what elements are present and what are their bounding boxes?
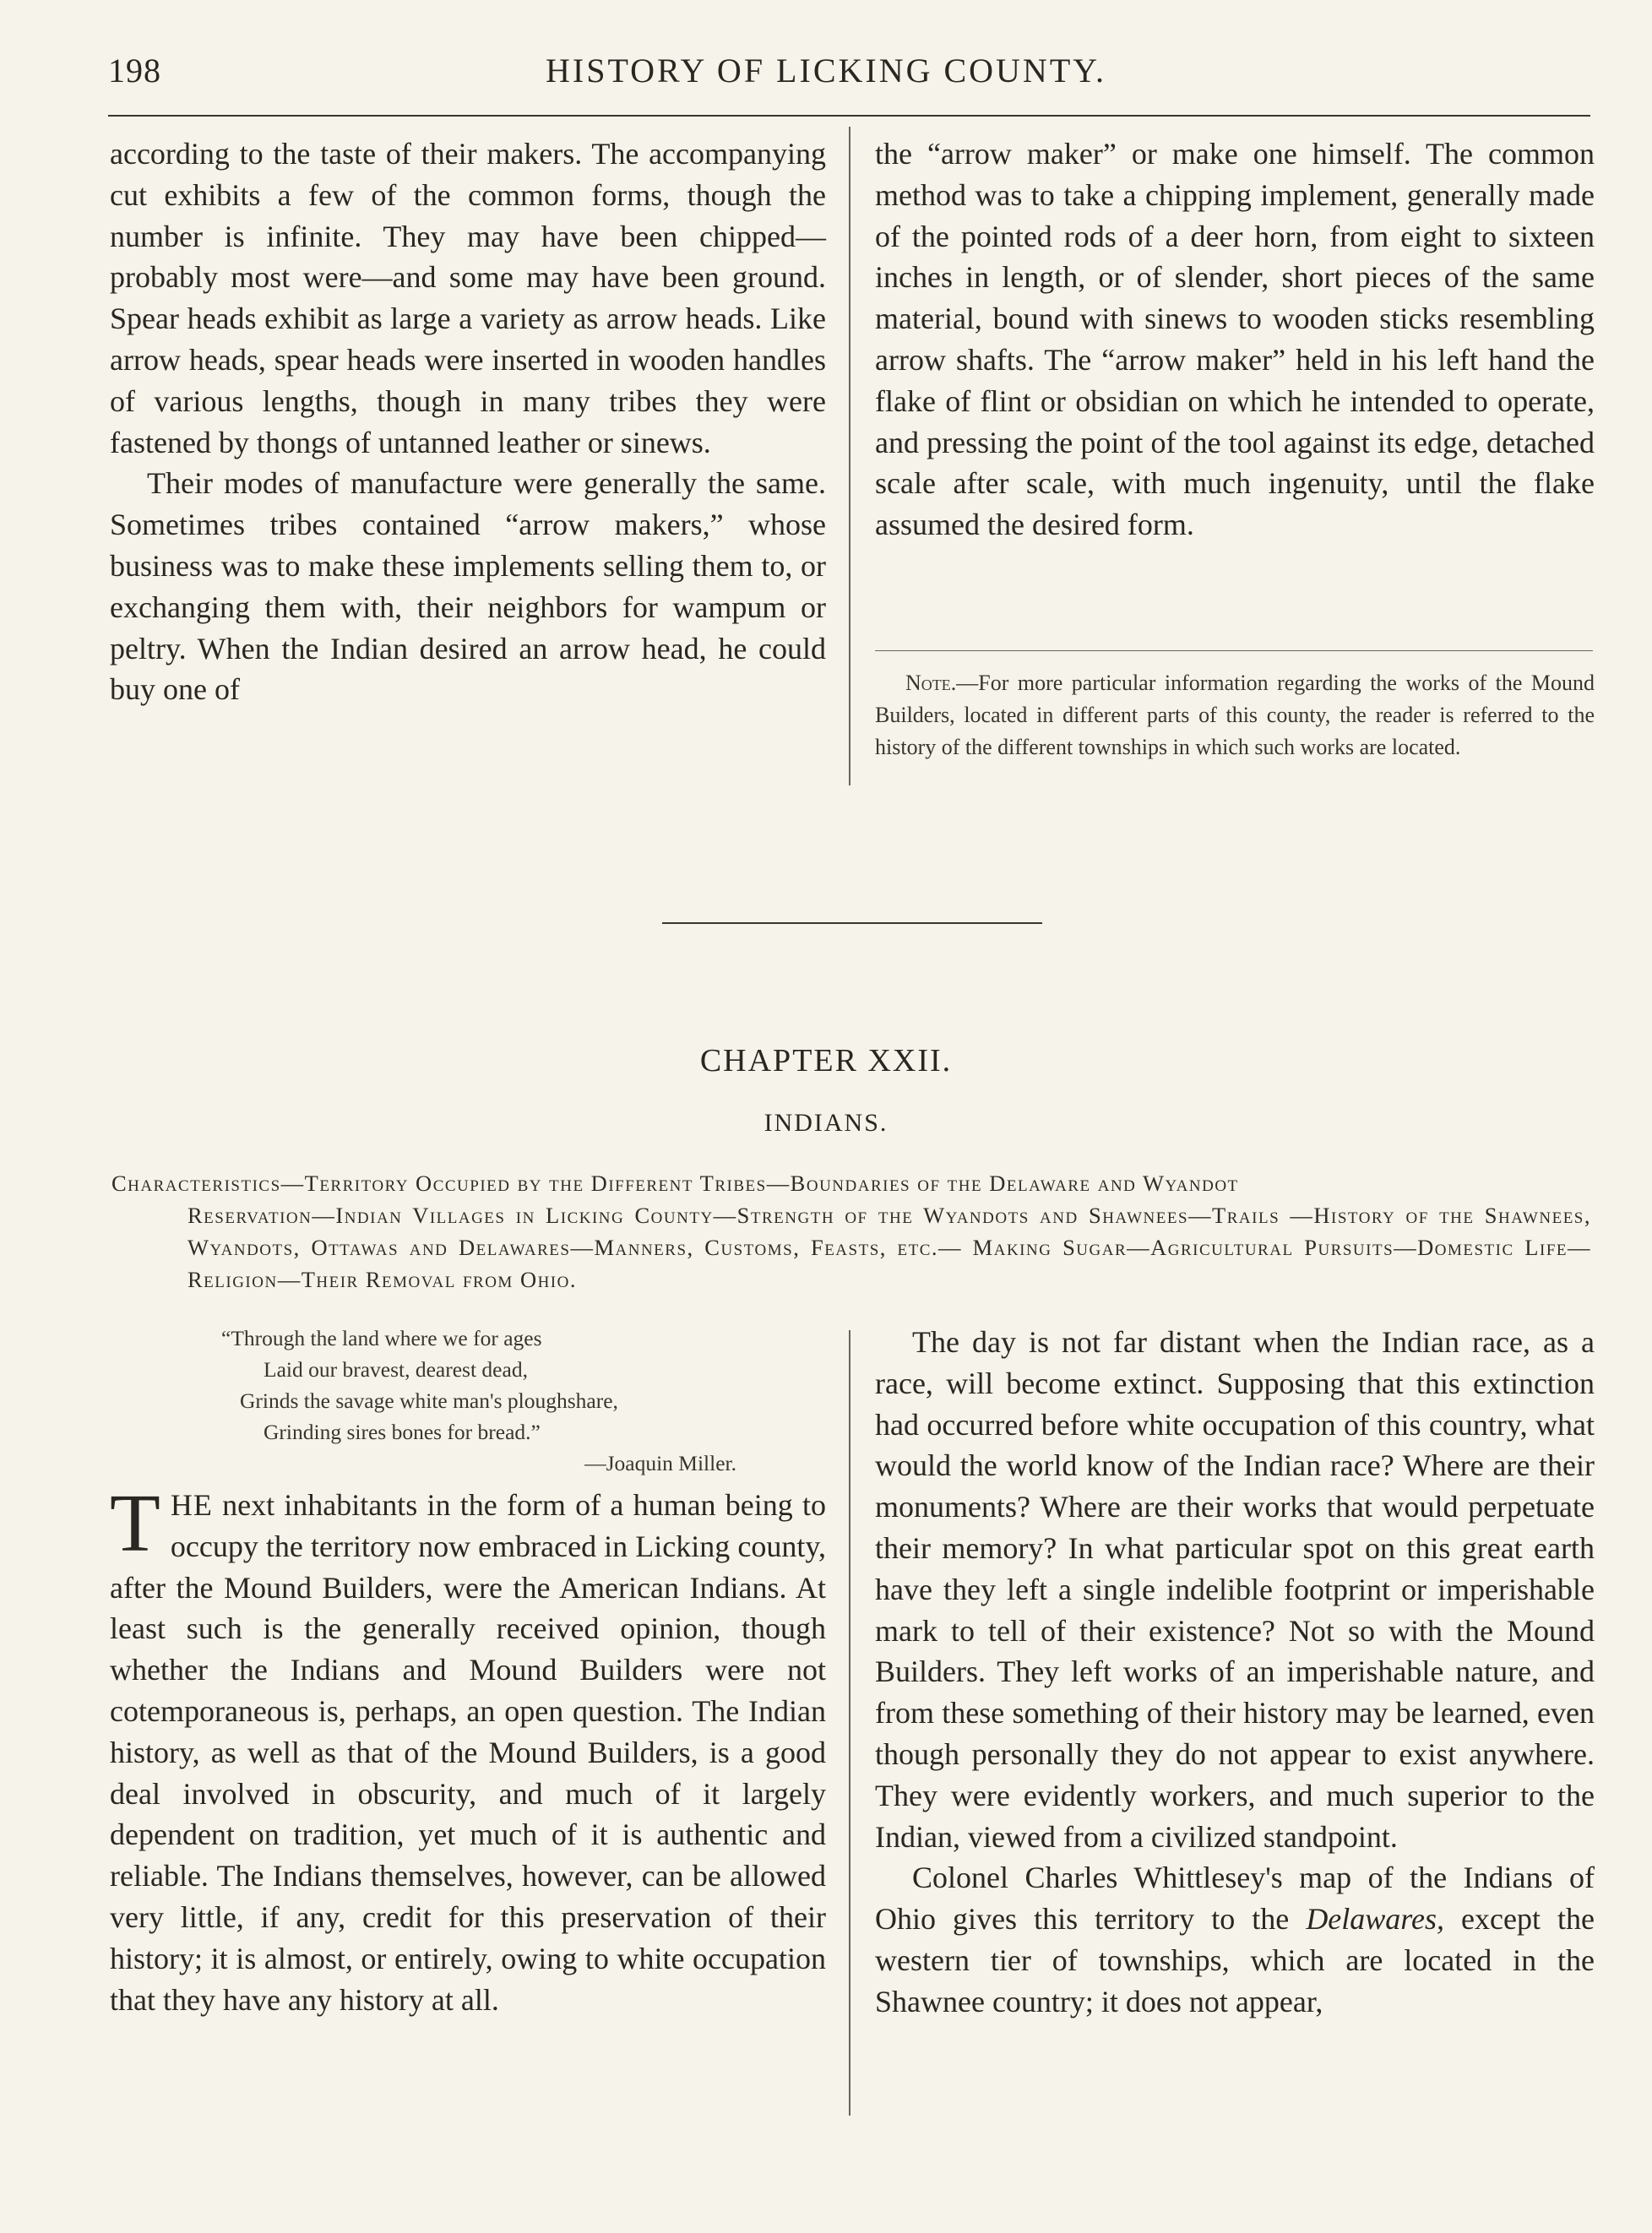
chapter-rule	[662, 922, 1042, 924]
epigraph-line: Laid our bravest, dearest dead,	[264, 1357, 528, 1382]
paragraph: The day is not far distant when the Indian race, as a race, will become extinct. Supposing that this extinction had occurred before white occupation of this country, what would the world know of the Indian race? Where are their monuments? Where are their works that would perpetuate their memory? In what particular spot on this great earth have they left a single indelible footprint or imperishable mark to tell of their existence? Not so with the Mound Builders. They left works of an imperishable nature, and from these something of their history may be learned, even though personally they do not appear to exist anywhere. They were evidently workers, and much superior to the Indian, viewed from a civilized standpoint.	[875, 1325, 1595, 1854]
paragraph	[875, 1857, 1595, 2022]
footnote	[875, 667, 1595, 763]
epigraph-line: Grinds the savage white man's ploughshare,	[240, 1388, 618, 1413]
footnote-label: Note.	[905, 671, 957, 695]
paragraph: Their modes of manufacture were generally the same. Sometimes tribes contained “arrow makers,” whose business was to make these implements selling them to, or exchanging them with, their neighbors for wampum or peltry. When the Indian desired an arrow head, he could buy one of	[110, 466, 826, 707]
epigraph	[221, 1323, 762, 1479]
drop-cap: T	[110, 1478, 160, 1569]
epigraph-attribution: —Joaquin Miller.	[584, 1451, 736, 1475]
footnote-rule	[875, 650, 1593, 651]
bottom-right-column	[875, 1322, 1595, 2023]
running-title: HISTORY OF LICKING COUNTY.	[546, 52, 1106, 90]
epigraph-line: Grinding sires bones for bread.”	[264, 1420, 541, 1444]
lead-caps: HE	[170, 1488, 213, 1522]
running-head	[0, 51, 1652, 101]
epigraph-line: “Through the land where we for ages	[221, 1326, 542, 1350]
emphasis: Delawares,	[1306, 1902, 1444, 1937]
paragraph: according to the taste of their makers. The accompanying cut exhibits a few of the common forms, though the number is infinite. They may have been chipped—probably most were—and some may have been ground. Spear heads exhibit as large a variety as arrow heads. Like arrow heads, spear heads were inserted in wooden handles of various lengths, though in many tribes they were fastened by thongs of untanned leather or sinews.	[110, 137, 826, 459]
synopsis-first-line: Characteristics—Territory Occupied by the Different Tribes—Boundaries of the Delaware and Wyandot	[111, 1171, 1239, 1196]
top-right-column	[875, 133, 1595, 546]
bottom-left-column	[110, 1478, 826, 2020]
paragraph-text: except the western tier of townships, which are located in the Shawnee country; it does not appear,	[875, 1902, 1595, 2018]
synopsis-continuation: Reservation—Indian Villages in Licking County—Strength of the Wyandots and Shawnees—Trails —History of the Shawnees, Wyandots, Ottawas and Delawares—Manners, Customs, Feasts, etc.— Making Sugar—Agricultural Pursuits—Domestic Life—Religion—Their Removal from Ohio.	[187, 1203, 1591, 1292]
column-divider	[849, 1330, 850, 2116]
paragraph-text: Colonel Charles Whittlesey's map of the Indians of Ohio gives this territory to the	[875, 1861, 1595, 1937]
paragraph-text: next inhabitants in the form of a human being to occupy the territory now embraced in Licking county, after the Mound Builders, were the American Indians. At least such is the generally received opinion, though whether the Indians and Mound Builders were not cotemporaneous is, perhaps, an open question. The Indian history, as well as that of the Mound Builders, is a good deal involved in obscurity, and much of it largely dependent on tradition, yet much of it is authentic and reliable. The Indians themselves, however, can be allowed very little, if any, credit for this preservation of their history; it is almost, or entirely, owing to white occupation that they have any history at all.	[110, 1488, 826, 2017]
footnote-text: —For more particular information regarding the works of the Mound Builders, located in different parts of this county, the reader is referred to the history of the different townships in which such works are located.	[875, 671, 1595, 759]
paragraph	[110, 1478, 826, 2020]
header-rule	[108, 115, 1590, 117]
paragraph: the “arrow maker” or make one himself. The common method was to take a chipping implement, generally made of the pointed rods of a deer horn, from eight to sixteen inches in length, or of slender, short pieces of the same material, bound with sinews to wooden sticks resembling arrow shafts. The “arrow maker” held in his left hand the flake of flint or obsidian on which he intended to operate, and pressing the point of the tool against its edge, detached scale after scale, with much ingenuity, until the flake assumed the desired form.	[875, 137, 1595, 542]
page-number: 198	[108, 52, 161, 90]
chapter-title: CHAPTER XXII.	[699, 1043, 953, 1078]
column-divider	[849, 127, 850, 785]
chapter-subtitle: INDIANS.	[764, 1109, 888, 1137]
top-left-column	[110, 133, 826, 710]
chapter-synopsis	[111, 1167, 1591, 1296]
